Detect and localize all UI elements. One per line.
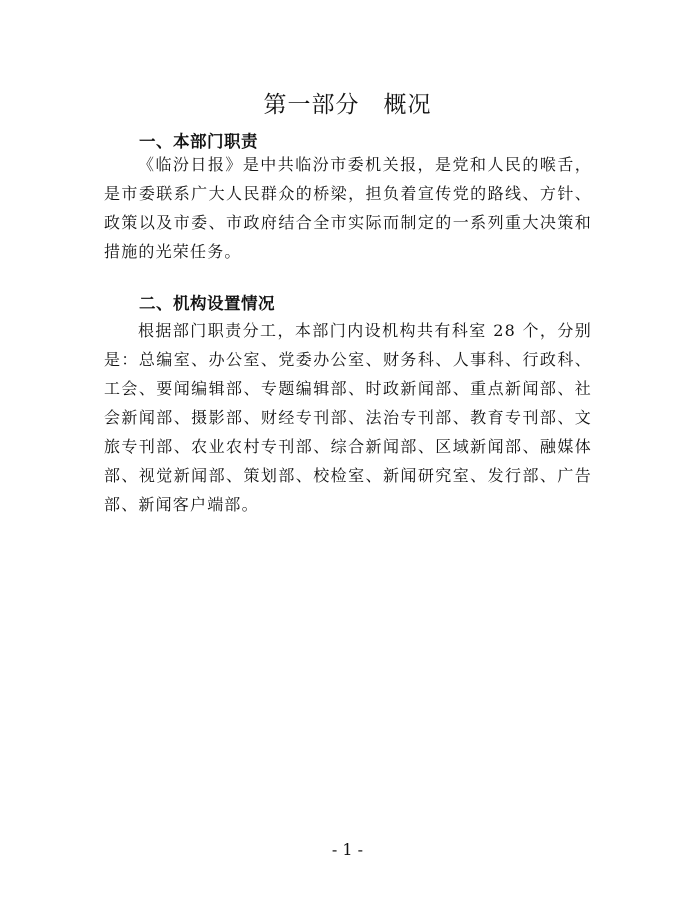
page-number: - 1 - (331, 840, 364, 859)
section-heading-duties: 一、本部门职责 (139, 132, 258, 151)
organization-paragraph: 根据部门职责分工，本部门内设机构共有科室 28 个，分别是：总编室、办公室、党委办公室、财务科、人事科、行政科、工会、要闻编辑部、专题编辑部、时政新闻部、重点新闻部、社会新闻部、摄影部、财经专刊部、法治专刊部、教育专刊部、文旅专刊部、农业农村专刊部、综合新闻部、区域新闻部、融媒体部、视觉新闻部、策划部、校检室、新闻研究室、发行部、广告部、新闻客户端部。 (104, 321, 592, 514)
page-title: 第一部分 概况 (263, 92, 432, 118)
duties-paragraph: 《临汾日报》是中共临汾市委机关报，是党和人民的喉舌，是市委联系广大人民群众的桥梁，担负着宣传党的路线、方针、政策以及市委、市政府结合全市实际而制定的一系列重大决策和措施的光荣任务。 (104, 155, 592, 261)
section-heading-organization: 二、机构设置情况 (139, 294, 275, 313)
